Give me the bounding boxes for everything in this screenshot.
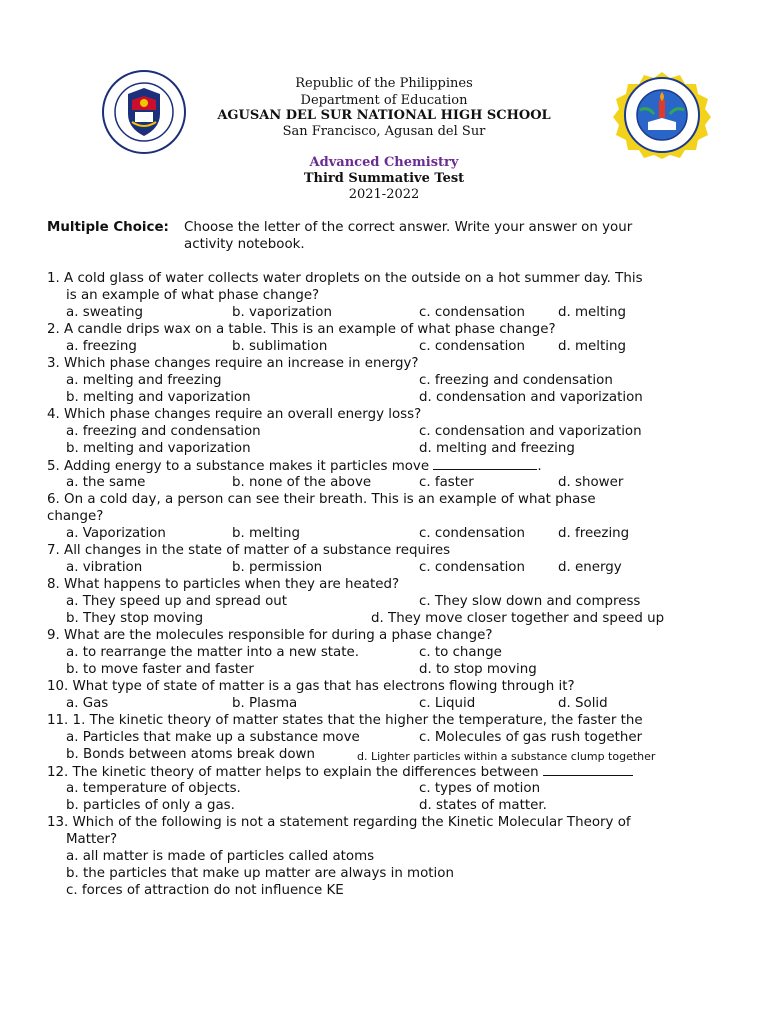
q10-option-a: a. Gas	[66, 696, 109, 711]
question-5-end: .	[537, 459, 542, 474]
header-school-year: 2021-2022	[348, 187, 420, 202]
header-republic: Republic of the Philippines	[295, 76, 473, 91]
q6-option-d: d. freezing	[558, 526, 630, 541]
q5-option-a: a. the same	[66, 475, 146, 490]
q7-option-d: d. energy	[558, 560, 622, 575]
question-8: 8. What happens to particles when they are heated?	[47, 577, 400, 592]
q1-option-c: c. condensation	[419, 305, 525, 320]
q4-option-c: c. condensation and vaporization	[419, 424, 642, 439]
question-9: 9. What are the molecules responsible for during a phase change?	[47, 628, 493, 643]
q1-option-a: a. sweating	[66, 305, 144, 320]
q8-option-a: a. They speed up and spread out	[66, 594, 288, 609]
question-7: 7. All changes in the state of matter of a substance requires	[47, 543, 451, 558]
q4-option-d: d. melting and freezing	[419, 441, 575, 456]
q6-option-c: c. condensation	[419, 526, 525, 541]
question-12	[47, 763, 633, 781]
q13-option-c: c. forces of attraction do not influence KE	[66, 883, 344, 898]
q12-option-c: c. types of motion	[419, 781, 541, 796]
question-1-cont: is an example of what phase change?	[66, 288, 320, 303]
q2-option-b: b. sublimation	[232, 339, 328, 354]
question-1: 1. A cold glass of water collects water droplets on the outside on a hot summer day. This	[47, 271, 643, 286]
question-6: 6. On a cold day, a person can see their breath. This is an example of what phase	[47, 492, 596, 507]
question-4: 4. Which phase changes require an overall energy loss?	[47, 407, 422, 422]
q8-option-d: d. They move closer together and speed up	[371, 611, 665, 626]
instructions-text-2: activity notebook.	[184, 237, 305, 252]
question-13-cont: Matter?	[66, 832, 118, 847]
q9-option-a: a. to rearrange the matter into a new state.	[66, 645, 359, 660]
q3-option-d: d. condensation and vaporization	[419, 390, 643, 405]
header-department: Department of Education	[300, 93, 468, 108]
q11-option-a: a. Particles that make up a substance move	[66, 730, 360, 745]
q9-option-d: d. to stop moving	[419, 662, 537, 677]
q5-option-c: c. faster	[419, 475, 474, 490]
question-11: 11. 1. The kinetic theory of matter states that the higher the temperature, the faster the	[47, 713, 643, 728]
header-school-name: AGUSAN DEL SUR NATIONAL HIGH SCHOOL	[217, 108, 551, 123]
q7-option-a: a. vibration	[66, 560, 143, 575]
q12-option-d: d. states of matter.	[419, 798, 547, 813]
answer-blank	[433, 457, 537, 470]
q13-option-a: a. all matter is made of particles called atoms	[66, 849, 375, 864]
instructions-text: Choose the letter of the correct answer. Write your answer on your	[184, 220, 633, 235]
answer-blank	[543, 763, 633, 776]
q8-option-c: c. They slow down and compress	[419, 594, 641, 609]
q11-option-c: c. Molecules of gas rush together	[419, 730, 643, 745]
q3-option-a: a. melting and freezing	[66, 373, 222, 388]
q11-option-b: b. Bonds between atoms break down	[66, 747, 315, 762]
question-6-cont: change?	[47, 509, 104, 524]
q1-option-b: b. vaporization	[232, 305, 332, 320]
q8-option-b: b. They stop moving	[66, 611, 204, 626]
q4-option-b: b. melting and vaporization	[66, 441, 251, 456]
q1-option-d: d. melting	[558, 305, 626, 320]
q6-option-b: b. melting	[232, 526, 300, 541]
q5-option-b: b. none of the above	[232, 475, 372, 490]
q10-option-d: d. Solid	[558, 696, 608, 711]
q2-option-c: c. condensation	[419, 339, 525, 354]
q10-option-c: c. Liquid	[419, 696, 476, 711]
q7-option-b: b. permission	[232, 560, 323, 575]
header-address: San Francisco, Agusan del Sur	[282, 124, 486, 139]
q9-option-c: c. to change	[419, 645, 502, 660]
q6-option-a: a. Vaporization	[66, 526, 166, 541]
instructions-label: Multiple Choice:	[47, 220, 169, 235]
question-5	[47, 457, 542, 475]
q3-option-b: b. melting and vaporization	[66, 390, 251, 405]
q11-option-d: d. Lighter particles within a substance clump together	[357, 750, 656, 763]
question-10: 10. What type of state of matter is a gas that has electrons flowing through it?	[47, 679, 575, 694]
q10-option-b: b. Plasma	[232, 696, 298, 711]
question-13: 13. Which of the following is not a statement regarding the Kinetic Molecular Theory of	[47, 815, 631, 830]
q9-option-b: b. to move faster and faster	[66, 662, 254, 677]
header-subject: Advanced Chemistry	[309, 155, 459, 170]
q13-option-b: b. the particles that make up matter are always in motion	[66, 866, 454, 881]
header-test-title: Third Summative Test	[303, 171, 465, 186]
q7-option-c: c. condensation	[419, 560, 525, 575]
q4-option-a: a. freezing and condensation	[66, 424, 261, 439]
question-5-text: 5. Adding energy to a substance makes it particles move	[47, 459, 430, 474]
question-12-text: 12. The kinetic theory of matter helps to explain the differences between	[47, 765, 539, 780]
q2-option-d: d. melting	[558, 339, 626, 354]
q12-option-a: a. temperature of objects.	[66, 781, 241, 796]
question-2: 2. A candle drips wax on a table. This is an example of what phase change?	[47, 322, 556, 337]
q2-option-a: a. freezing	[66, 339, 137, 354]
q3-option-c: c. freezing and condensation	[419, 373, 613, 388]
q5-option-d: d. shower	[558, 475, 624, 490]
question-3: 3. Which phase changes require an increase in energy?	[47, 356, 419, 371]
q12-option-b: b. particles of only a gas.	[66, 798, 235, 813]
